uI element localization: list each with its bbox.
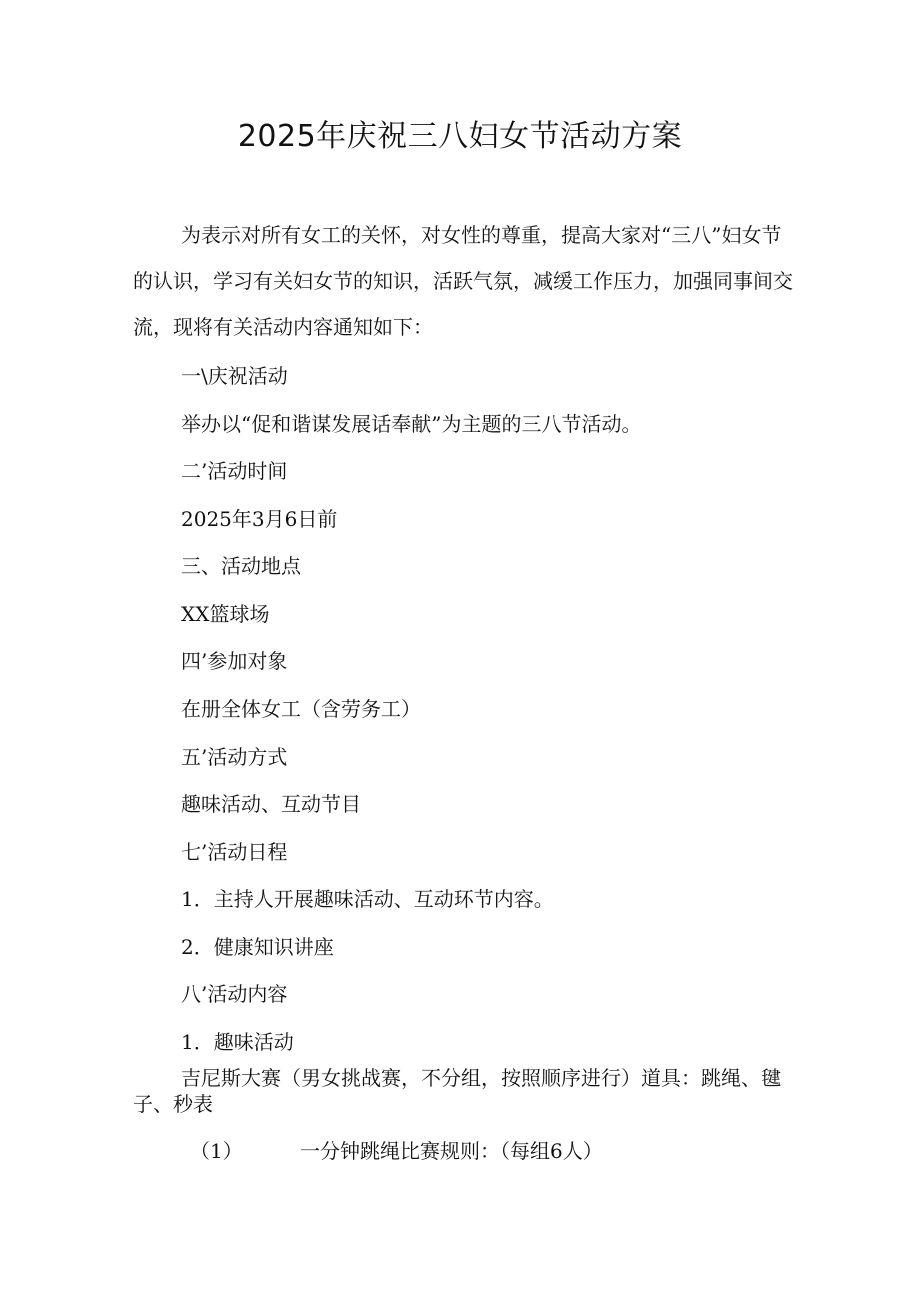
sub-item-text: 一分钟跳绳比赛规则：（每组6人） — [300, 1139, 603, 1163]
sub-item-number: （1） — [190, 1139, 243, 1163]
time-value: 2025年3月6日前 — [181, 507, 338, 531]
section-heading-time: 二’活动时间 — [181, 459, 288, 483]
section-heading-method: 五’活动方式 — [181, 745, 288, 769]
location-value: XX篮球场 — [181, 602, 270, 626]
intro-paragraph: 为表示对所有女工的关怀，对女性的尊重，提高大家对“三八”妇女节的认识，学习有关妇女节的知识，活跃气氛，减缓工作压力，加强同事间交流，现将有关活动内容通知如下： — [133, 223, 793, 339]
content-item-1: 1．趣味活动 — [181, 1030, 294, 1054]
theme-line: 举办以“促和谐谋发展话奉献”为主题的三八节活动。 — [181, 412, 642, 436]
section-heading-schedule: 七’活动日程 — [181, 840, 288, 864]
document-title: 2025年庆祝三八妇女节活动方案 — [237, 119, 683, 154]
schedule-item-1: 1．主持人开展趣味活动、互动环节内容。 — [181, 887, 554, 911]
section-heading-location: 三、活动地点 — [181, 554, 301, 578]
section-heading-participants: 四’参加对象 — [181, 649, 288, 673]
game-paragraph: 吉尼斯大赛（男女挑战赛，不分组，按照顺序进行）道具：跳绳、毽子、秒表 — [133, 1066, 781, 1116]
schedule-item-2: 2．健康知识讲座 — [181, 935, 334, 959]
section-heading-content: 八’活动内容 — [181, 982, 288, 1006]
method-value: 趣味活动、互动节目 — [181, 792, 361, 816]
section-heading-celebration: 一\庆祝活动 — [181, 364, 288, 388]
participants-value: 在册全体女工（含劳务工） — [181, 697, 421, 721]
